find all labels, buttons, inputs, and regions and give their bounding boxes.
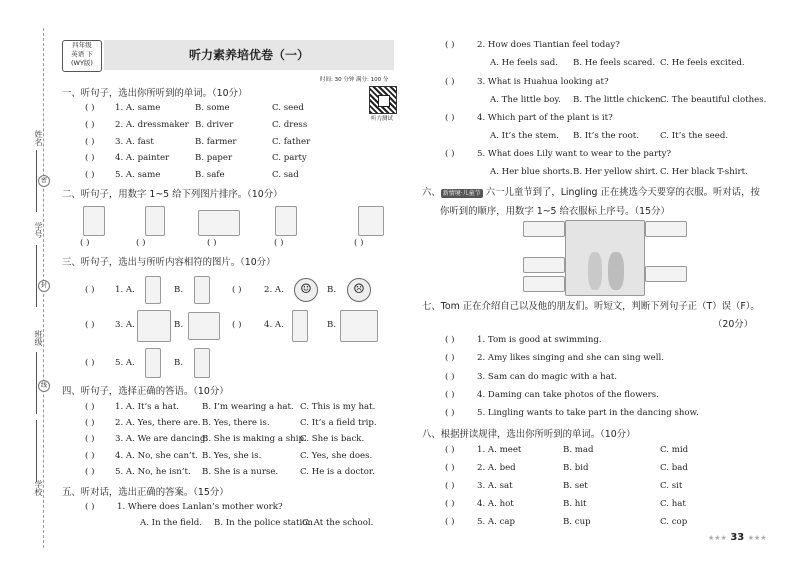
clothes-box-3[interactable] [523, 257, 565, 273]
term: 下 [86, 50, 93, 58]
happy-face-icon: ☺ [294, 278, 318, 302]
clothes-box-1[interactable] [523, 221, 565, 237]
option-c: C. sad [272, 170, 299, 180]
answer-blank[interactable]: ( ) [85, 418, 95, 428]
option-c: C. dress [272, 120, 308, 130]
option-c: C. He is a doctor. [300, 467, 375, 477]
picture-classroom [188, 312, 220, 340]
answer-blank[interactable]: ( ) [85, 451, 95, 461]
answer-blank[interactable]: ( ) [85, 120, 95, 130]
option-b: B. bid [563, 463, 589, 473]
option-a: 4. A. hot [477, 499, 514, 509]
option-b: B. He feels scared. [573, 58, 656, 68]
option-a: 3. A. We are dancing. [115, 434, 209, 444]
option-b: B. I’m wearing a hat. [202, 402, 294, 412]
option-a-label: 4. A. [264, 320, 284, 330]
answer-blank[interactable]: ( ) [85, 434, 95, 444]
page-number-block [708, 532, 767, 543]
seal-mark: 线 [38, 380, 50, 392]
option-a: 5. A. cap [477, 517, 516, 527]
subject: 英语 [71, 50, 85, 58]
option-a: 2. A. Yes, there are. [115, 418, 201, 428]
option-b: B. She is making a ship. [202, 434, 307, 444]
option-a: 1. A. It’s a hat. [115, 402, 180, 412]
picture-woman [194, 276, 210, 304]
option-c: C. party [272, 153, 307, 163]
option-b: B. In the police station. [214, 518, 316, 528]
option-c: C. Yes, she does. [300, 451, 373, 461]
option-b: B. She is a nurse. [202, 467, 279, 477]
picture-boy-a [145, 348, 161, 378]
answer-blank[interactable]: ( ) [85, 358, 95, 368]
section-5-heading: 五、听对话，选出正确的答案。（15分） [62, 487, 229, 498]
picture-envelope [137, 310, 171, 342]
answer-blank[interactable]: ( ) [445, 40, 455, 50]
answer-blank[interactable]: ( ) [445, 499, 455, 509]
option-c: C. cop [660, 517, 688, 527]
answer-blank[interactable]: ( ) [445, 353, 455, 363]
section-7-score: （20分） [713, 319, 754, 330]
grade: 四年级 [72, 41, 92, 49]
qr-code-icon[interactable] [369, 86, 397, 114]
stars-left-icon: ★★★ [708, 534, 727, 542]
answer-blank[interactable]: ( ) [445, 372, 455, 382]
section-6-number: 六、 [422, 187, 441, 198]
answer-blank[interactable]: ( ) [445, 445, 455, 455]
option-b: B. Her yellow shirt. [573, 167, 658, 177]
picture-girl-dancing [292, 310, 308, 342]
answer-blank[interactable]: ( ) [445, 113, 455, 123]
answer-blank[interactable]: ( ) [85, 137, 95, 147]
option-b-label: B. [174, 320, 184, 330]
answer-blank[interactable]: ( ) [445, 463, 455, 473]
option-a: 4. A. painter [115, 153, 170, 163]
picture-dancer [83, 206, 105, 236]
answer-blank[interactable]: ( ) [85, 320, 95, 330]
score-label: 满分: 100 分 [356, 77, 389, 83]
option-a: A. Her blue shorts. [490, 167, 573, 177]
picture-stage [358, 206, 384, 236]
option-a: 5. A. No, he isn’t. [115, 467, 191, 477]
option-b: B. driver [195, 120, 234, 130]
option-b: B. farmer [195, 137, 237, 147]
answer-blank[interactable]: ( ) [85, 153, 95, 163]
option-c: C. The beautiful clothes. [660, 95, 767, 105]
section-6-line-2: 你听到的顺序，用数字 1~5 给衣服标上序号。（15分） [440, 206, 670, 217]
question-text: 5. What does Lily want to wear to the party? [477, 149, 672, 159]
section-8-heading: 八、根据拼读规律，选出你所听到的单词。（10分） [422, 429, 636, 440]
section-7-heading: 七、Tom 正在介绍自己以及他的朋友们。听短文，判断下列句子正（T）误（F）。 [422, 301, 760, 312]
statement: 5. Lingling wants to take part in the dancing show. [477, 408, 699, 418]
section-3-heading: 三、听句子，选出与所听内容相符的图片。（10分） [62, 257, 276, 268]
order-blank[interactable]: ( ) [274, 238, 284, 248]
option-b: B. some [195, 103, 230, 113]
gutter-label-class: 班级 [34, 330, 43, 346]
option-a: 2. A. dressmaker [115, 120, 189, 130]
answer-blank[interactable]: ( ) [445, 149, 455, 159]
answer-blank[interactable]: ( ) [232, 285, 242, 295]
answer-blank[interactable]: ( ) [232, 320, 242, 330]
answer-blank[interactable]: ( ) [85, 502, 95, 512]
question-text: 1. Where does Lanlan’s mother work? [117, 502, 283, 512]
answer-blank[interactable]: ( ) [445, 408, 455, 418]
context-tag: 新情境·儿童节 [442, 190, 481, 197]
answer-blank[interactable]: ( ) [445, 77, 455, 87]
order-blank[interactable]: ( ) [136, 238, 146, 248]
option-a-label: 2. A. [264, 285, 284, 295]
option-b: B. It’s the root. [573, 131, 639, 141]
option-c: C. hat [660, 499, 686, 509]
option-c: C. It’s a field trip. [300, 418, 377, 428]
option-c: C. This is my hat. [300, 402, 376, 412]
option-b: B. mad [563, 445, 594, 455]
option-c: C. sit [660, 481, 683, 491]
time-label: 时间: 30 分钟 [320, 77, 355, 83]
option-a-label: 5. A. [115, 358, 135, 368]
edition: (WY版) [71, 59, 93, 67]
option-c: C. Her black T-shirt. [660, 167, 748, 177]
option-a: 3. A. sat [477, 481, 513, 491]
picture-boy [145, 206, 165, 236]
option-b: B. paper [195, 153, 233, 163]
answer-blank[interactable]: ( ) [85, 103, 95, 113]
answer-blank[interactable]: ( ) [85, 467, 95, 477]
option-b: B. cup [563, 517, 591, 527]
option-b: B. Yes, she is. [202, 451, 262, 461]
gutter-rule [36, 420, 37, 482]
answer-blank[interactable]: ( ) [85, 285, 95, 295]
option-b-label: B. [327, 320, 337, 330]
answer-blank[interactable]: ( ) [445, 335, 455, 345]
option-a: 4. A. No, she can’t. [115, 451, 198, 461]
seal-mark: 密 [38, 175, 50, 187]
section-2-heading: 二、听句子，用数字 1~5 给下列图片排序。（10分） [62, 189, 283, 200]
order-blank[interactable]: ( ) [207, 238, 217, 248]
answer-blank[interactable]: ( ) [445, 390, 455, 400]
statement: 4. Daming can take photos of the flowers. [477, 390, 659, 400]
qr-caption: 听力测试 [371, 116, 394, 122]
order-blank[interactable]: ( ) [80, 238, 90, 248]
option-b-label: B. [174, 358, 184, 368]
gutter-rule [36, 150, 37, 212]
option-a-label: 1. A. [115, 285, 135, 295]
option-c: C. mid [660, 445, 689, 455]
answer-blank[interactable]: ( ) [85, 402, 95, 412]
option-a: 1. A. meet [477, 445, 522, 455]
section-6-line-1: 六一儿童节到了，Lingling 正在挑选今天要穿的衣服。听对话，按 [485, 187, 760, 198]
option-a: A. He feels sad. [490, 58, 558, 68]
gutter-label-name: 姓名 [34, 130, 43, 146]
option-c: C. father [272, 137, 311, 147]
option-c: C. seed [272, 103, 304, 113]
order-blank[interactable]: ( ) [354, 238, 364, 248]
option-c: C. It’s the seed. [660, 131, 729, 141]
stars-right-icon: ★★★ [747, 534, 767, 542]
option-a: A. In the field. [140, 518, 202, 528]
picture-man [145, 276, 161, 304]
option-c: C. bad [660, 463, 688, 473]
option-a: 2. A. bed [477, 463, 516, 473]
gutter-rule [36, 352, 37, 414]
statement: 1. Tom is good at swimming. [477, 335, 602, 345]
picture-boy-b [194, 348, 210, 378]
sad-face-icon: ☹ [347, 278, 371, 302]
question-text: 3. What is Huahua looking at? [477, 77, 609, 87]
option-c: C. She is back. [300, 434, 365, 444]
grade-box [62, 40, 102, 72]
seal-mark: 封 [38, 280, 50, 292]
statement: 2. Amy likes singing and she can sing well. [477, 353, 664, 363]
option-a: 5. A. same [115, 170, 161, 180]
option-b: B. safe [195, 170, 225, 180]
option-a: A. The little boy. [490, 95, 561, 105]
option-b-label: B. [327, 285, 337, 295]
clothes-box-4[interactable] [523, 276, 565, 292]
answer-blank[interactable]: ( ) [85, 170, 95, 180]
picture-girls-group [340, 310, 378, 342]
gutter-label-id: 学号 [34, 222, 43, 238]
option-a: 3. A. fast [115, 137, 154, 147]
option-a: A. It’s the stem. [490, 131, 560, 141]
option-b: B. The little chicken. [573, 95, 664, 105]
question-text: 2. How does Tiantian feel today? [477, 40, 620, 50]
answer-blank[interactable]: ( ) [445, 517, 455, 527]
page-number: 33 [730, 532, 745, 543]
option-a: 1. A. same [115, 103, 161, 113]
option-c: C. At the school. [302, 518, 374, 528]
option-b: B. Yes, there is. [202, 418, 270, 428]
picture-cars [198, 210, 240, 236]
question-text: 4. Which part of the plant is it? [477, 113, 613, 123]
option-b: B. set [563, 481, 588, 491]
page-title: 听力素养培优卷（一） [104, 40, 394, 70]
gutter-label-school: 学校 [34, 480, 43, 496]
option-c: C. He feels excited. [660, 58, 745, 68]
option-a-label: 3. A. [115, 320, 135, 330]
option-b-label: B. [174, 285, 184, 295]
gutter-rule [36, 245, 37, 307]
option-b: B. hit [563, 499, 587, 509]
figure-mother [608, 252, 624, 290]
clothes-box-5[interactable] [645, 266, 687, 282]
figure-lingling [588, 252, 602, 290]
section-1-heading: 一、听句子，选出你所听到的单词。（10分） [62, 88, 248, 99]
section-6-heading [422, 184, 760, 198]
answer-blank[interactable]: ( ) [445, 481, 455, 491]
clothes-box-2[interactable] [645, 221, 687, 237]
picture-wardrobe-scene [565, 220, 645, 296]
picture-girl [275, 206, 297, 236]
statement: 3. Sam can do magic with a hat. [477, 372, 618, 382]
section-4-heading: 四、听句子，选择正确的答语。（10分） [62, 386, 229, 397]
